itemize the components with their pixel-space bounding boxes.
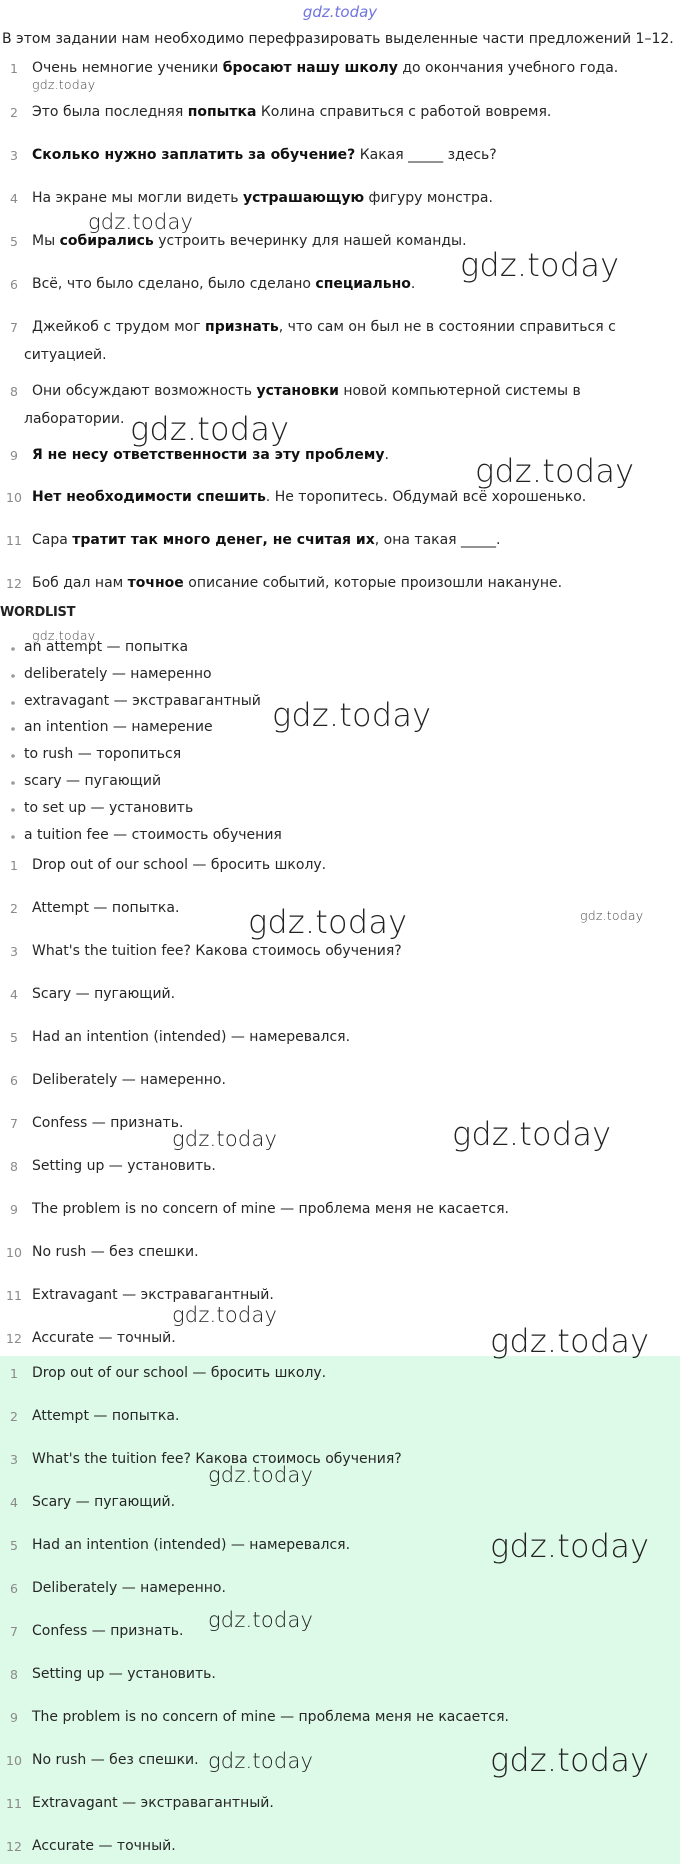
highlighted-answer-text: The problem is no concern of mine — проблема меня не касается. <box>32 1709 509 1725</box>
answer-number: 9 <box>10 1202 18 1217</box>
answer-text: Deliberately — намеренно. <box>32 1072 226 1088</box>
sentence-number: 8 <box>10 384 18 399</box>
sentence-text <box>32 190 493 206</box>
answer-text: Accurate — точный. <box>32 1330 176 1346</box>
watermark-text: gdz.today <box>490 1741 650 1779</box>
sentence-text <box>32 276 415 292</box>
highlighted-phrase: признать <box>205 319 279 335</box>
sentence-fragment: новой компьютерной системы в <box>338 383 581 399</box>
bullet-icon <box>11 674 15 678</box>
sentence-text <box>32 104 551 120</box>
wordlist-item: to rush — торопиться <box>24 746 182 763</box>
highlighted-answer-number: 3 <box>10 1452 18 1467</box>
sentence-fragment: Всё, что было сделано, было сделано <box>32 276 316 292</box>
answer-number: 6 <box>10 1073 18 1088</box>
sentence-continuation: лаборатории. <box>24 411 125 427</box>
sentence-fragment: устроить вечеринку для нашей команды. <box>153 233 467 249</box>
task-intro: В этом задании нам необходимо перефразировать выделенные части предложений 1–12. <box>2 31 674 47</box>
sentence-number: 2 <box>10 105 18 120</box>
answer-number: 2 <box>10 901 18 916</box>
sentence-number: 11 <box>6 533 22 548</box>
bullet-icon <box>11 808 15 812</box>
sentence-text <box>32 383 581 399</box>
sentence-number: 6 <box>10 277 18 292</box>
wordlist-title: WORDLIST <box>0 605 76 620</box>
bullet-icon <box>11 701 15 705</box>
highlighted-answer-text: Had an intention (intended) — намеревался. <box>32 1537 351 1553</box>
highlighted-answer-text: What's the tuition fee? Какова стоимось обучения? <box>32 1451 402 1467</box>
wordlist-item: an attempt — попытка <box>24 639 189 655</box>
answer-text: Extravagant — экстравагантный. <box>32 1287 274 1303</box>
highlighted-phrase: Я не несу ответственности за эту проблему <box>32 447 385 463</box>
wordlist-item: extravagant — экстравагантный <box>24 692 261 709</box>
wordlist-item: scary — пугающий <box>24 773 162 789</box>
sentence-text <box>32 532 501 548</box>
highlighted-phrase: тратит так много денег, не считая их <box>72 532 375 548</box>
highlighted-answer-number: 1 <box>10 1366 18 1381</box>
wordlist-item: to set up — установить <box>24 799 194 816</box>
sentence-fragment: Джейкоб с трудом мог <box>32 319 206 335</box>
sentence-text <box>32 319 616 335</box>
highlighted-phrase: специально <box>315 276 411 292</box>
sentence-text <box>32 60 618 76</box>
sentence-number: 7 <box>10 320 18 335</box>
highlighted-answer-text: No rush — без спешки. <box>32 1752 199 1768</box>
wordlist-item: a tuition fee — стоимость обучения <box>24 826 282 843</box>
answer-text: Confess — признать. <box>32 1115 184 1131</box>
sentence-fragment: описание событий, которые произошли накануне. <box>183 575 563 591</box>
watermark-text: gdz.today <box>475 452 635 490</box>
sentence-fragment: На экране мы могли видеть <box>32 190 243 206</box>
sentence-fragment: Колина справиться с работой вовремя. <box>256 104 552 120</box>
highlighted-answer-number: 2 <box>10 1409 18 1424</box>
highlighted-phrase: собирались <box>59 233 154 249</box>
highlighted-answer-text: Deliberately — намеренно. <box>32 1580 226 1596</box>
watermark-text: gdz.today <box>452 1115 612 1153</box>
sentence-fragment: Это была последняя <box>32 104 188 120</box>
sentence-fragment: Сара <box>32 532 73 548</box>
highlighted-answer-number: 5 <box>10 1538 18 1553</box>
watermark-text: gdz.today <box>32 77 96 92</box>
sentence-number: 9 <box>10 448 18 463</box>
answer-text: The problem is no concern of mine — проблема меня не касается. <box>32 1201 509 1217</box>
watermark-text: gdz.today <box>208 1749 314 1773</box>
highlighted-answer-number: 8 <box>10 1667 18 1682</box>
highlighted-phrase: устрашающую <box>242 190 365 206</box>
watermark-text: gdz.today <box>172 1303 278 1327</box>
watermark-text: gdz.today <box>460 246 620 284</box>
highlighted-answer-number: 11 <box>6 1796 22 1811</box>
watermark-text: gdz.today <box>208 1608 314 1632</box>
highlighted-phrase: попытка <box>187 104 257 120</box>
sentence-fragment: . <box>384 447 389 463</box>
sentence-number: 5 <box>10 234 18 249</box>
highlighted-answer-text: Attempt — попытка. <box>32 1408 180 1424</box>
sentence-fragment: Мы <box>32 233 60 249</box>
highlighted-answer-text: Extravagant — экстравагантный. <box>32 1795 274 1811</box>
highlighted-answer-number: 6 <box>10 1581 18 1596</box>
sentence-fragment: до окончания учебного года. <box>397 60 619 76</box>
watermark-text: gdz.today <box>580 908 644 923</box>
answer-text: Had an intention (intended) — намеревался. <box>32 1029 351 1045</box>
highlighted-phrase: установки <box>256 383 339 399</box>
sentence-text <box>32 233 467 249</box>
watermark-text: gdz.today <box>490 1322 650 1360</box>
bullet-icon <box>11 754 15 758</box>
highlighted-answer-text: Drop out of our school — бросить школу. <box>32 1365 327 1381</box>
highlighted-answer-text: Confess — признать. <box>32 1623 184 1639</box>
answer-number: 1 <box>10 858 18 873</box>
sentence-fragment: . Не торопитесь. Обдумай всё хорошенько. <box>265 489 587 505</box>
answer-text: What's the tuition fee? Какова стоимось обучения? <box>32 943 402 959</box>
sentence-number: 1 <box>10 61 18 76</box>
answer-number: 12 <box>6 1331 22 1346</box>
sentence-fragment: , она такая _____. <box>374 532 501 548</box>
watermark-text: gdz.today <box>32 628 96 643</box>
highlighted-answer-text: Setting up — установить. <box>32 1666 216 1682</box>
wordlist-item: deliberately — намеренно <box>24 665 212 682</box>
site-logo[interactable]: gdz.today <box>302 3 378 21</box>
highlighted-phrase: Сколько нужно заплатить за обучение? <box>32 147 356 163</box>
sentence-number: 4 <box>10 191 18 206</box>
watermark-text: gdz.today <box>172 1127 278 1151</box>
highlighted-answer-number: 7 <box>10 1624 18 1639</box>
answer-number: 5 <box>10 1030 18 1045</box>
answer-text: Drop out of our school — бросить школу. <box>32 857 327 873</box>
sentence-fragment: Они обсуждают возможность <box>32 383 257 399</box>
watermark-text: gdz.today <box>490 1527 650 1565</box>
answer-number: 7 <box>10 1116 18 1131</box>
bullet-icon <box>11 835 15 839</box>
sentence-fragment: Какая _____ здесь? <box>355 147 497 163</box>
watermark-text: gdz.today <box>130 410 290 448</box>
watermark-text: gdz.today <box>88 210 194 234</box>
answer-number: 3 <box>10 944 18 959</box>
sentence-fragment: , что сам он был не в состоянии справиться с <box>278 319 616 335</box>
answer-number: 4 <box>10 987 18 1002</box>
answer-text: Setting up — установить. <box>32 1158 216 1174</box>
answer-text: Attempt — попытка. <box>32 900 180 916</box>
bullet-icon <box>11 728 15 732</box>
highlighted-phrase: точное <box>127 575 184 591</box>
watermark-text: gdz.today <box>272 696 432 734</box>
bullet-icon <box>11 647 15 651</box>
highlighted-answer-block <box>0 1356 680 1864</box>
watermark-text: gdz.today <box>248 903 408 941</box>
answer-number: 11 <box>6 1288 22 1303</box>
sentence-fragment: фигуру монстра. <box>364 190 493 206</box>
sentence-text <box>32 575 562 591</box>
answer-number: 10 <box>6 1245 22 1260</box>
highlighted-answer-number: 12 <box>6 1839 22 1854</box>
sentence-text <box>32 147 497 163</box>
sentence-number: 10 <box>6 490 22 505</box>
sentence-text <box>32 489 586 505</box>
highlighted-answer-number: 4 <box>10 1495 18 1510</box>
highlighted-phrase: Нет необходимости спешить <box>32 489 266 505</box>
sentence-fragment: Очень немногие ученики <box>32 60 223 76</box>
sentence-text <box>32 447 389 463</box>
sentence-number: 12 <box>6 576 22 591</box>
sentence-fragment: Боб дал нам <box>32 575 128 591</box>
highlighted-answer-text: Accurate — точный. <box>32 1838 176 1854</box>
answer-text: Scary — пугающий. <box>32 986 176 1002</box>
sentence-number: 3 <box>10 148 18 163</box>
sentence-continuation: ситуацией. <box>24 347 107 363</box>
highlighted-answer-number: 10 <box>6 1753 22 1768</box>
highlighted-phrase: бросают нашу школу <box>222 60 398 76</box>
watermark-text: gdz.today <box>208 1463 314 1487</box>
answer-text: No rush — без спешки. <box>32 1244 199 1260</box>
sentence-fragment: . <box>410 276 416 292</box>
highlighted-answer-text: Scary — пугающий. <box>32 1494 176 1510</box>
wordlist-item: an intention — намерение <box>24 719 213 736</box>
bullet-icon <box>11 781 15 785</box>
answer-number: 8 <box>10 1159 18 1174</box>
highlighted-answer-number: 9 <box>10 1710 18 1725</box>
